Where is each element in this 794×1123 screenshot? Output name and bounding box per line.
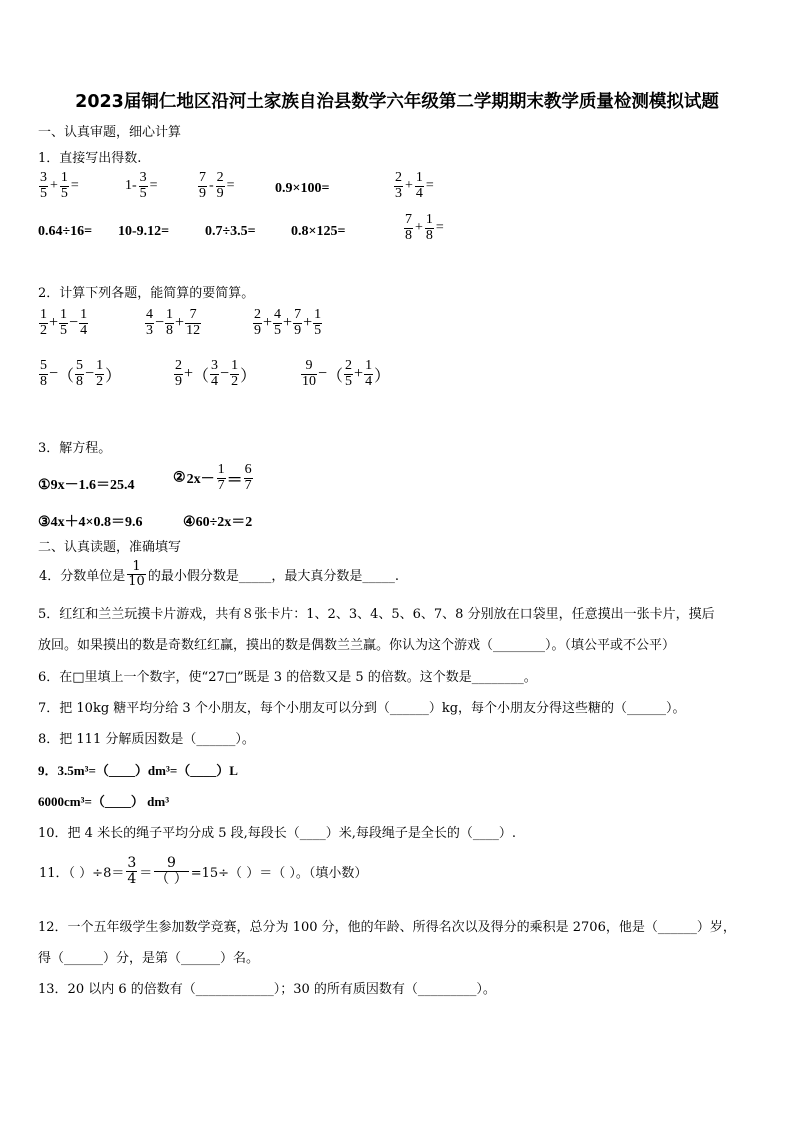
page-title: 2023届铜仁地区沿河土家族自治县数学六年级第二学期期末教学质量检测模拟试题 xyxy=(75,92,719,112)
circled-number-1: ① xyxy=(38,478,51,493)
question-3-label: 3．解方程。 xyxy=(38,441,112,456)
q2-expression-1: $\frac{1}{2}$ + $\frac{1}{5}$ − $\frac{1}{4}$ xyxy=(40,307,88,338)
q1-item-8: 0.7÷3.5= xyxy=(205,224,256,239)
question-1-label: 1．直接写出得数. xyxy=(38,151,142,166)
question-4: 4．分数单位是 $\frac{1}{10}$ 的最小假分数是_____，最大真分数是_____. xyxy=(39,559,399,589)
question-12-line-2: 得（______）分，是第（______）名。 xyxy=(38,951,260,966)
question-5-line-1: 5．红红和兰兰玩摸卡片游戏，共有８张卡片：1、2、3、4、5、6、7、8 分别放在口袋里，任意摸出一张卡片，摸后 xyxy=(38,607,715,622)
q1-item-9: 0.8×125= xyxy=(291,224,346,239)
q2-expression-2: $\frac{4}{3}$ − $\frac{1}{8}$ + $\frac{7}{12}$ xyxy=(146,307,201,338)
question-8: 8．把 111 分解质因数是（______）。 xyxy=(38,732,255,747)
q3-equation-2: ②2x－ $\frac{1}{7}$ ＝ $\frac{6}{7}$ xyxy=(173,462,252,493)
q1-item-10: $\frac{7}{8}$ + $\frac{1}{8}$ = xyxy=(405,212,444,243)
question-2-label: 2．计算下列各题，能简算的要简算。 xyxy=(38,286,255,301)
question-12-line-1: 12．一个五年级学生参加数学竞赛，总分为 100 分，他的年龄、所得名次以及得分的乘积是 2706，他是（______）岁， xyxy=(38,920,736,935)
q1-item-2: 1- $\frac{3}{5}$ = xyxy=(125,170,158,201)
question-7: 7．把 10kg 糖平均分给 3 个小朋友，每个小朋友可以分到（______）kg，每个小朋友分得这些糖的（______）。 xyxy=(38,701,686,716)
q2-expression-3: $\frac{2}{9}$ + $\frac{4}{5}$ + $\frac{7}{9}$ + $\frac{1}{5}$ xyxy=(254,307,322,338)
q2-expression-4: $\frac{5}{8}$ −（ $\frac{5}{8}$ − $\frac{1}{2}$ ） xyxy=(40,358,122,389)
q1-item-1: $\frac{3}{5}$ + $\frac{1}{5}$ = xyxy=(40,170,79,201)
q1-item-5: $\frac{2}{3}$ + $\frac{1}{4}$ = xyxy=(395,170,434,201)
q1-item-7: 10-9.12= xyxy=(118,224,170,239)
q2-expression-6: $\frac{9}{10}$ −（ $\frac{2}{5}$ + $\frac{1}{4}$ ） xyxy=(302,358,391,389)
q1-item-3: $\frac{7}{9}$ - $\frac{2}{9}$ = xyxy=(199,170,235,201)
q1-item-4: 0.9×100= xyxy=(275,181,330,196)
question-13: 13．20 以内 6 的倍数有（____________）；30 的所有质因数有（_________）。 xyxy=(38,982,496,997)
question-11: 11．（ ）÷8＝ $\frac{3}{4}$ ＝ $\frac{9}{( )}$ =15÷（ ）＝（ ）。（填小数） xyxy=(39,855,368,887)
question-9-line-1: 9．3.5m³=（____）dm³=（____）L xyxy=(38,763,238,778)
question-5-line-2: 放回。如果摸出的数是奇数红红赢，摸出的数是偶数兰兰赢。你认为这个游戏（________）。（填公平或不公平） xyxy=(38,638,676,653)
question-9-line-2: 6000cm³=（____） dm³ xyxy=(38,794,170,809)
q2-expression-5: $\frac{2}{9}$ +（ $\frac{3}{4}$ − $\frac{1}{2}$ ） xyxy=(175,358,257,389)
q3-equation-3: ③4x＋4×0.8＝9.6 xyxy=(38,515,143,530)
q3-equation-1: ①9x－1.6＝25.4 xyxy=(38,478,135,493)
question-10: 10．把 4 米长的绳子平均分成 5 段,每段长（____）米,每段绳子是全长的（____）. xyxy=(38,826,517,841)
q3-equation-4: ④60÷2x＝2 xyxy=(183,515,253,530)
q1-item-6: 0.64÷16= xyxy=(38,224,93,239)
section-heading-1: 一、认真审题，细心计算 xyxy=(38,125,182,140)
section-heading-2: 二、认真读题，准确填写 xyxy=(38,540,182,555)
question-6: 6．在□里填上一个数字，使“27□”既是 3 的倍数又是 5 的倍数。这个数是________。 xyxy=(38,670,537,685)
